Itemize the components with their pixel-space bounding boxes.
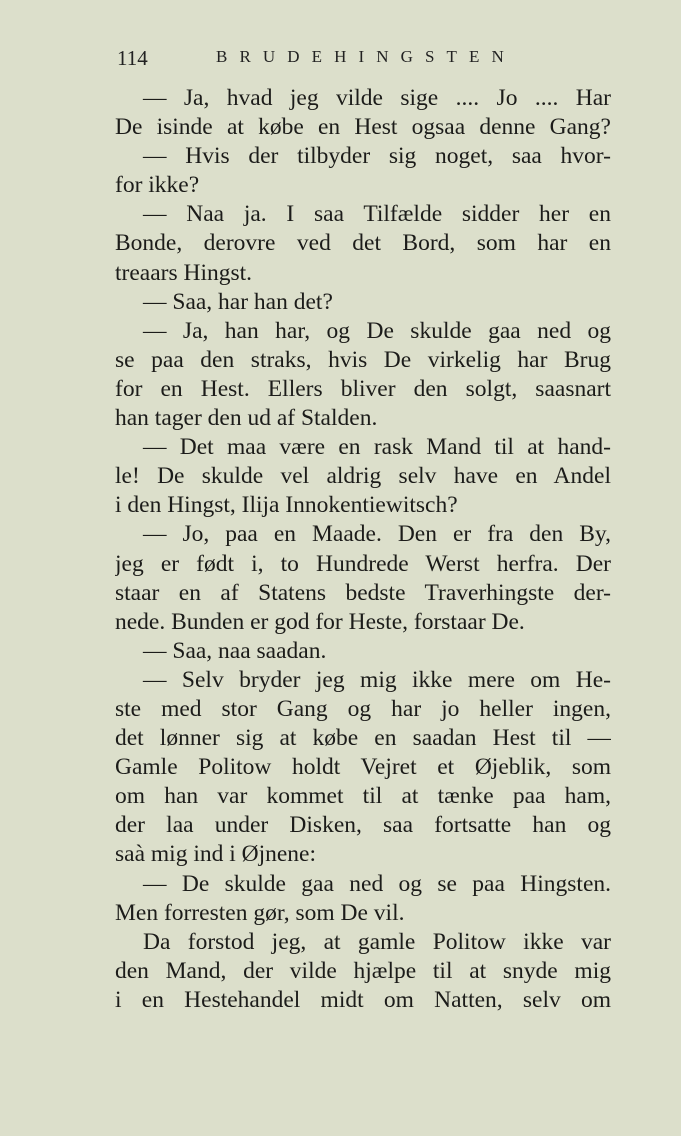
text-line: — Saa, har han det? — [143, 288, 333, 315]
text-line: treaars Hingst. — [115, 259, 253, 286]
text-line: det lønner sig at købe en saadan Hest til — — [115, 725, 611, 752]
text-line: den Mand, der vilde hjælpe til at snyde mig — [115, 957, 611, 984]
text-line: le! De skulde vel aldrig selv have en Andel — [115, 463, 611, 490]
text-line: se paa den straks, hvis De virkelig har Brug — [115, 346, 611, 373]
text-line: — Saa, naa saadan. — [143, 637, 327, 664]
page-header — [117, 44, 617, 74]
text-line: — De skulde gaa ned og se paa Hingsten. — [143, 870, 611, 897]
text-line: De isinde at købe en Hest ogsaa denne Gang? — [115, 114, 611, 141]
text-line: — Det maa være en rask Mand til at hand- — [143, 434, 611, 461]
text-line: ste med stor Gang og har jo heller ingen, — [115, 695, 611, 722]
text-line: — Ja, hvad jeg vilde sige .... Jo .... Har — [143, 85, 611, 111]
text-line: Gamle Politow holdt Vejret et Øjeblik, som — [115, 754, 611, 781]
text-line: — Hvis der tilbyder sig noget, saa hvor- — [143, 143, 611, 170]
running-title: BRUDEHINGSTEN — [216, 47, 516, 66]
text-line: der laa under Disken, saa fortsatte han og — [115, 812, 611, 839]
text-line: han tager den ud af Stalden. — [115, 405, 378, 432]
text-line: for en Hest. Ellers bliver den solgt, saasnart — [115, 375, 611, 402]
text-line: — Ja, han har, og De skulde gaa ned og — [143, 317, 611, 344]
body-text — [115, 84, 611, 1015]
text-line: — Jo, paa en Maade. Den er fra den By, — [143, 521, 611, 548]
text-line: i den Hingst, Ilija Innokentiewitsch? — [115, 492, 458, 519]
text-line: — Selv bryder jeg mig ikke mere om He- — [143, 666, 611, 693]
page-number: 114 — [117, 46, 148, 70]
text-line: for ikke? — [115, 172, 200, 199]
text-line: nede. Bunden er god for Heste, forstaar De. — [115, 608, 525, 635]
text-line: Bonde, derovre ved det Bord, som har en — [115, 230, 611, 257]
text-line: — Naa ja. I saa Tilfælde sidder her en — [143, 201, 611, 228]
text-line: i en Hestehandel midt om Natten, selv om — [115, 986, 611, 1013]
text-line: Men forresten gør, som De vil. — [115, 899, 405, 926]
text-line: staar en af Statens bedste Traverhingste der- — [115, 579, 611, 606]
text-line: saà mig ind i Øjnene: — [115, 841, 317, 868]
text-line: Da forstod jeg, at gamle Politow ikke var — [143, 928, 611, 955]
text-line: om han var kommet til at tænke paa ham, — [115, 783, 611, 810]
text-line: jeg er født i, to Hundrede Werst herfra. Der — [115, 550, 611, 577]
